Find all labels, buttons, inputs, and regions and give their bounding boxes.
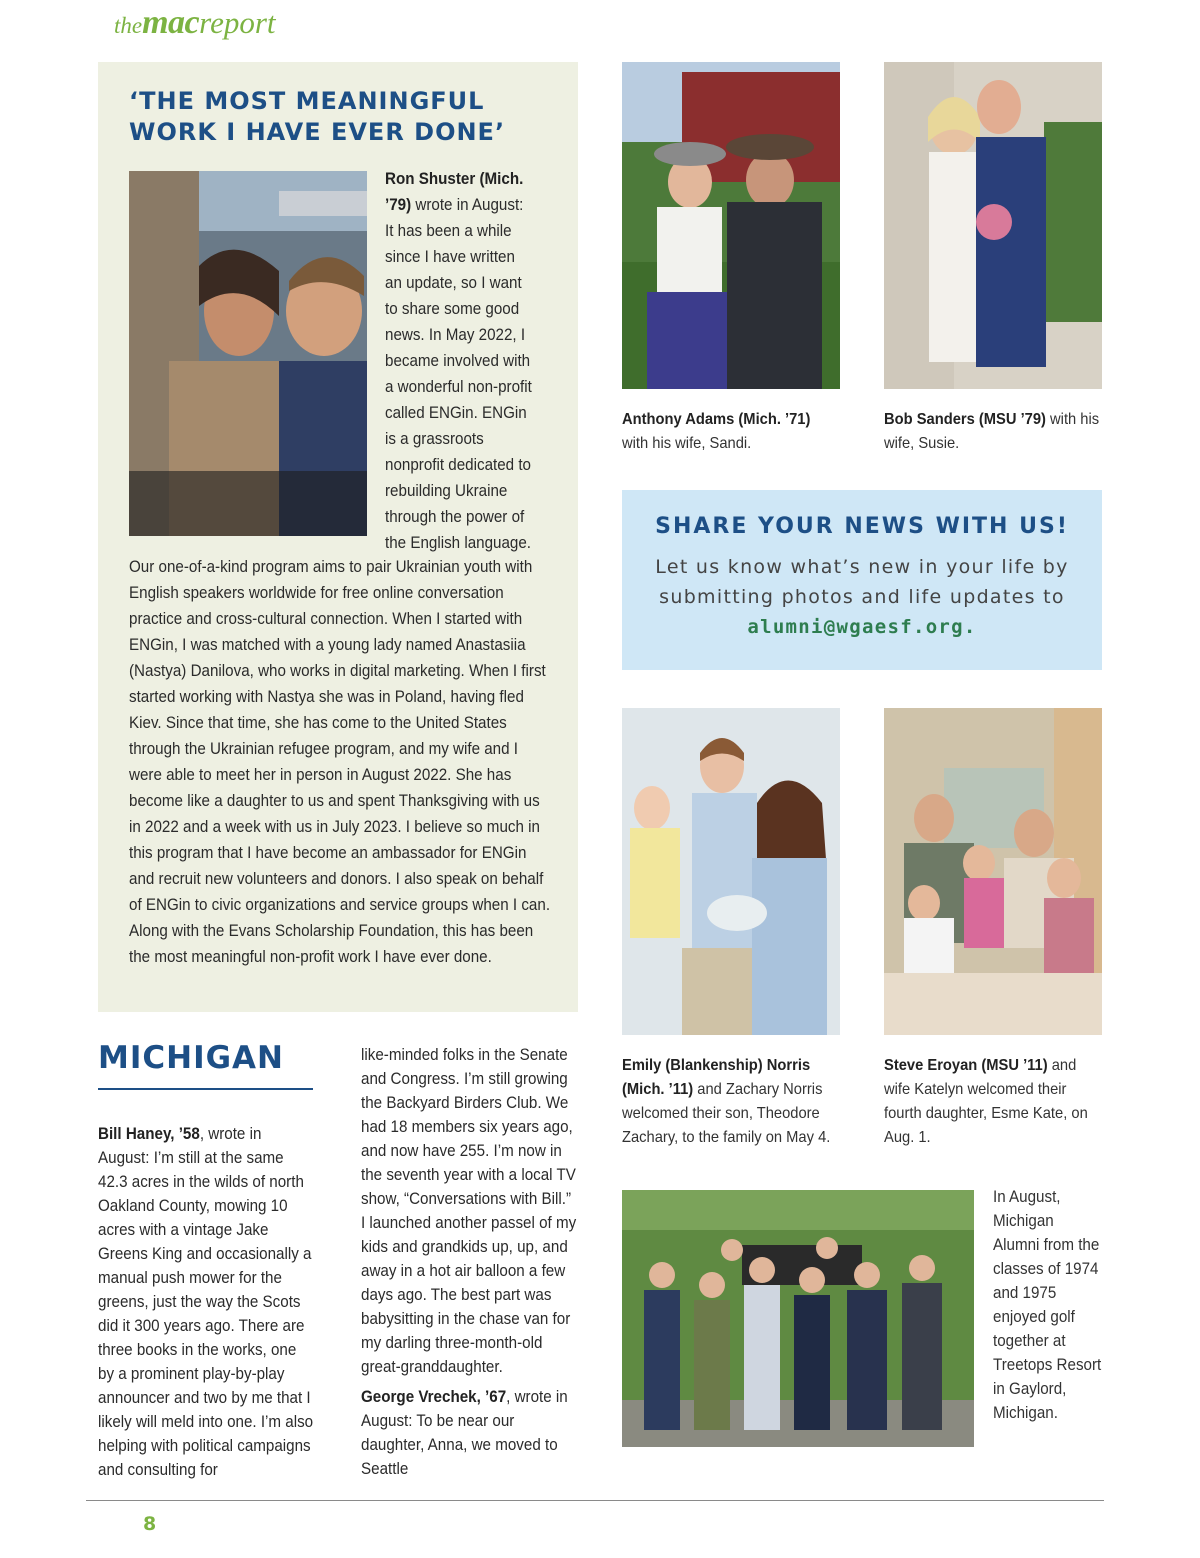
caption-eroyan — [884, 1054, 1091, 1150]
feature-byline-text: wrote in August: It has been a while since I have written an update, so I want to share some good news. In May 2022, I became involved with a wonderful non-profit called ENGin. ENGin is a grassroots nonprofit dedicated to rebuilding Ukraine through the power of the English language. — [385, 196, 532, 552]
share-email-link[interactable]: alumni@wgaesf.org. — [747, 616, 977, 638]
feature-title — [129, 86, 559, 148]
photo-norris-family — [622, 708, 840, 1035]
masthead-report: report — [199, 5, 276, 40]
caption-bob-sanders — [884, 408, 1100, 456]
photo-ron-shuster — [129, 171, 367, 536]
feature-byline-name: Ron Shuster (Mich. ’79) — [385, 170, 524, 214]
caption-norris-name: Emily (Blankenship) Norris (Mich. ’11) — [622, 1057, 811, 1098]
caption-eroyan-name: Steve Eroyan (MSU ’11) — [884, 1057, 1048, 1074]
photo-golf-group — [622, 1190, 974, 1447]
vrechek-name: George Vrechek, ’67 — [361, 1388, 507, 1406]
caption-anthony-adams — [622, 408, 838, 456]
feature-title-line-2: WORK I HAVE EVER DONE’ — [129, 118, 506, 146]
michigan-column-2 — [361, 1043, 577, 1481]
caption-sanders-text: with his wife, Susie. — [884, 411, 1100, 452]
share-line-1: Let us know what’s new in your life by — [655, 556, 1069, 578]
section-heading-rule — [98, 1088, 313, 1090]
caption-norris-text: and Zachary Norris welcomed their son, Theodore Zachary, to the family on May 4. — [622, 1081, 831, 1146]
vrechek-text: , wrote in August: To be near our daughter, Anna, we moved to Seattle — [361, 1388, 568, 1478]
share-line-2: submitting photos and life updates to — [659, 586, 1065, 608]
vrechek-entry — [361, 1385, 577, 1481]
michigan-column-1 — [98, 1122, 314, 1482]
haney-text: , wrote in August: I’m still at the same 42.3 acres in the wilds of north Oakland County, mowing 10 acres with a vintage Jake Greens King and occasionally a manual push mower for the greens, just the way the Scots did it 300 years ago. There are three books in the works, one by a prominent play-by-play announcer and two by me that I likely will meld into one. I’m also helping with political campaigns and consulting for — [98, 1125, 314, 1479]
feature-title-line-1: ‘THE MOST MEANINGFUL — [129, 87, 485, 115]
share-news-box — [622, 490, 1102, 670]
caption-golf: In August, Michigan Alumni from the classes of 1974 and 1975 enjoyed golf together at Treetops Resort in Gaylord, Michigan. — [993, 1188, 1102, 1422]
feature-body: Our one-of-a-kind program aims to pair Ukrainian youth with English speakers worldwide for free online conversation practice and cross-cultural connection. When I started with ENGin, I was matched with a young lady named Anastasiia (Nastya) Danilova, who works in digital marketing. When I first started working with Nastya she was in Poland, having fled Kiev. Since that time, she has come to the United States through the Ukrainian refugee program, and my wife and I were able to meet her in person in August 2022. She has become like a daughter to us and spent Thanksgiving with us in 2022 and a week with us in July 2023. I believe so much in this program that I have become an ambassador for ENGin and recruit new volunteers and donors. I also speak on behalf of ENGin to civic organizations and service groups when I can. Along with the Evans Scholarship Foundation, this has been the most meaningful non-profit work I have ever done. — [129, 558, 551, 966]
footer-rule — [86, 1500, 1104, 1501]
caption-adams-name: Anthony Adams (Mich. ’71) — [622, 411, 811, 428]
haney-text-continued: like-minded folks in the Senate and Congress. I’m still growing the Backyard Birders Club. We had 18 members six years ago, and now have 255. I’m now in the seventh year with a local TV show, “Conversations with Bill.” I launched another passel of my kids and grandkids up, up, and away in a hot air balloon a few days ago. The best part was babysitting in the chase van for my darling three-month-old great-granddaughter. — [361, 1046, 577, 1376]
masthead-the: the — [114, 13, 143, 38]
masthead-logo — [114, 4, 276, 45]
photo-eroyan-family — [884, 708, 1102, 1035]
feature-intro — [385, 166, 532, 556]
share-title: SHARE YOUR NEWS WITH US! — [655, 514, 1069, 539]
photo-bob-sanders — [884, 62, 1102, 389]
page-number: 8 — [143, 1513, 157, 1535]
caption-sanders-name: Bob Sanders (MSU ’79) — [884, 411, 1046, 428]
caption-adams-text: with his wife, Sandi. — [622, 435, 752, 452]
caption-eroyan-text: and wife Katelyn welcomed their fourth daughter, Esme Kate, on Aug. 1. — [884, 1057, 1088, 1146]
section-heading-michigan: MICHIGAN — [98, 1040, 284, 1076]
haney-name: Bill Haney, ’58 — [98, 1125, 200, 1143]
masthead-mac: mac — [142, 4, 200, 41]
photo-anthony-adams — [622, 62, 840, 389]
caption-norris — [622, 1054, 838, 1150]
